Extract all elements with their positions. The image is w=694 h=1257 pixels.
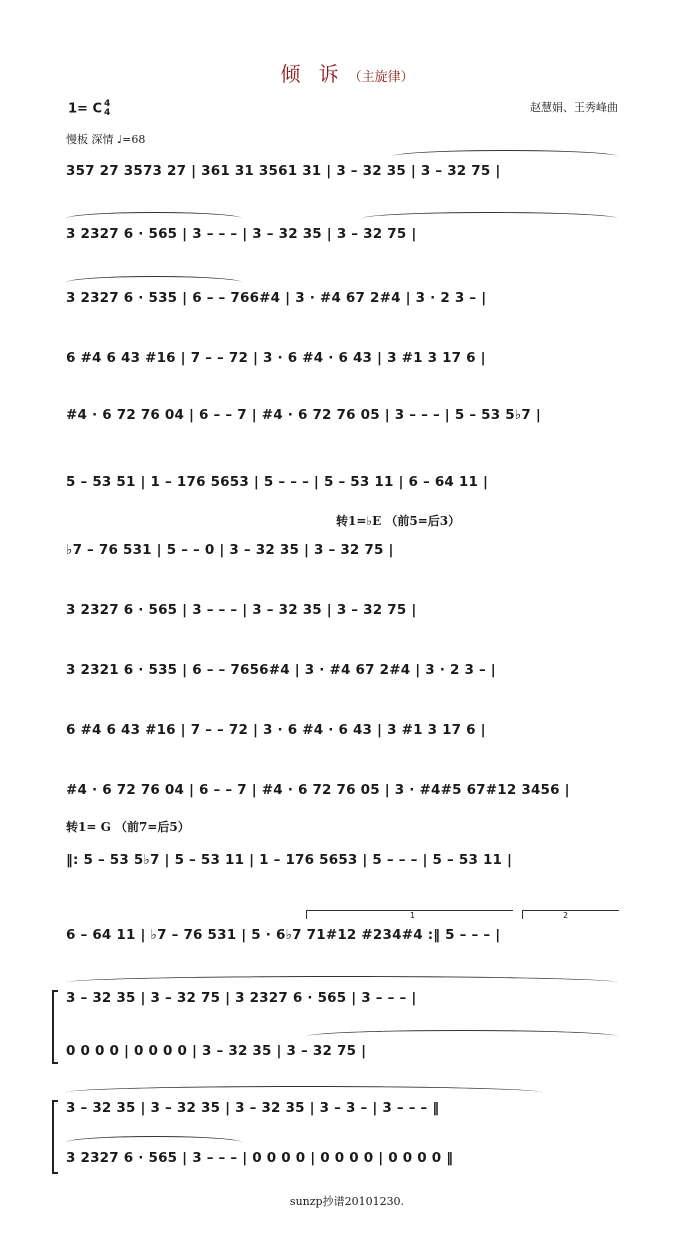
key-text: 1= C (68, 101, 103, 117)
score-line-6: 5 – 53 51 | 1 – 176 5653 | 5 – – – | 5 – 53 11 | 6 – 64 11 | (66, 474, 489, 490)
volta-2 (522, 910, 619, 919)
score-line-16: 3 – 32 35 | 3 – 32 35 | 3 – 32 35 | 3 – 3 – | 3 – – – ‖ (66, 1100, 440, 1116)
volta-1-label: 1 (410, 911, 416, 920)
volta-1 (306, 910, 513, 919)
system-brace-1 (52, 990, 58, 1064)
volta-2-label: 2 (563, 911, 569, 920)
score-line-12: ‖: 5 – 53 5♭7 | 5 – 53 11 | 1 – 176 5653 | 5 – – – | 5 – 53 11 | (66, 852, 513, 868)
score-line-10: 6 #4 6 43 #16 | 7 – – 72 | 3 · 6 #4 · 6 43 | 3 #1 3 17 6 | (66, 722, 486, 738)
score-line-1: 357 27 3573 27 | 361 31 3561 31 | 3 – 32 35 | 3 – 32 75 | (66, 163, 501, 179)
score-line-2: 3 2327 6 · 565 | 3 – – – | 3 – 32 35 | 3 – 32 75 | (66, 226, 417, 242)
title-sub: （主旋律） (348, 70, 414, 85)
score-line-13: 6 – 64 11 | ♭7 – 76 531 | 5 · 6♭7 71#12 #234#4 :‖ 5 – – – | (66, 927, 501, 943)
slur (392, 150, 618, 163)
composer: 赵慧娟、王秀峰曲 (530, 101, 618, 114)
time-num: 4 (104, 99, 111, 109)
modulation-2: 转1= G （前7=后5） (66, 820, 190, 834)
score-title (0, 58, 694, 87)
slur (306, 1030, 618, 1043)
score-line-15: 0 0 0 0 | 0 0 0 0 | 3 – 32 35 | 3 – 32 75 | (66, 1043, 367, 1059)
time-den: 4 (104, 108, 111, 118)
score-line-17: 3 2327 6 · 565 | 3 – – – | 0 0 0 0 | 0 0 0 0 | 0 0 0 0 ‖ (66, 1150, 454, 1166)
slur (66, 276, 242, 289)
system-brace-2 (52, 1100, 58, 1174)
title-main: 倾 诉 (280, 62, 345, 86)
footer-credit: sunzp抄谱20101230. (289, 1195, 405, 1208)
slur (66, 1136, 242, 1149)
score-line-7: ♭7 – 76 531 | 5 – – 0 | 3 – 32 35 | 3 – 32 75 | (66, 542, 394, 558)
score-line-3: 3 2327 6 · 535 | 6 – – 766#4 | 3 · #4 67 2#4 | 3 · 2 3 – | (66, 290, 487, 306)
score-line-14: 3 – 32 35 | 3 – 32 75 | 3 2327 6 · 565 | 3 – – – | (66, 990, 417, 1006)
score-line-11: #4 · 6 72 76 04 | 6 – – 7 | #4 · 6 72 76 05 | 3 · #4#5 67#12 3456 | (66, 782, 570, 798)
time-signature (104, 100, 110, 118)
score-line-8: 3 2327 6 · 565 | 3 – – – | 3 – 32 35 | 3 – 32 75 | (66, 602, 417, 618)
slur (66, 976, 618, 989)
modulation-1: 转1=♭E （前5=后3） (336, 514, 461, 528)
tempo-marking: 慢板 深情 ♩=68 (66, 133, 146, 146)
key-signature (68, 100, 110, 118)
score-line-9: 3 2321 6 · 535 | 6 – – 7656#4 | 3 · #4 67 2#4 | 3 · 2 3 – | (66, 662, 496, 678)
score-line-4: 6 #4 6 43 #16 | 7 – – 72 | 3 · 6 #4 · 6 43 | 3 #1 3 17 6 | (66, 350, 486, 366)
score-line-5: #4 · 6 72 76 04 | 6 – – 7 | #4 · 6 72 76 05 | 3 – – – | 5 – 53 5♭7 | (66, 407, 542, 423)
slur (362, 212, 618, 225)
slur (66, 1086, 542, 1099)
slur (66, 212, 242, 225)
